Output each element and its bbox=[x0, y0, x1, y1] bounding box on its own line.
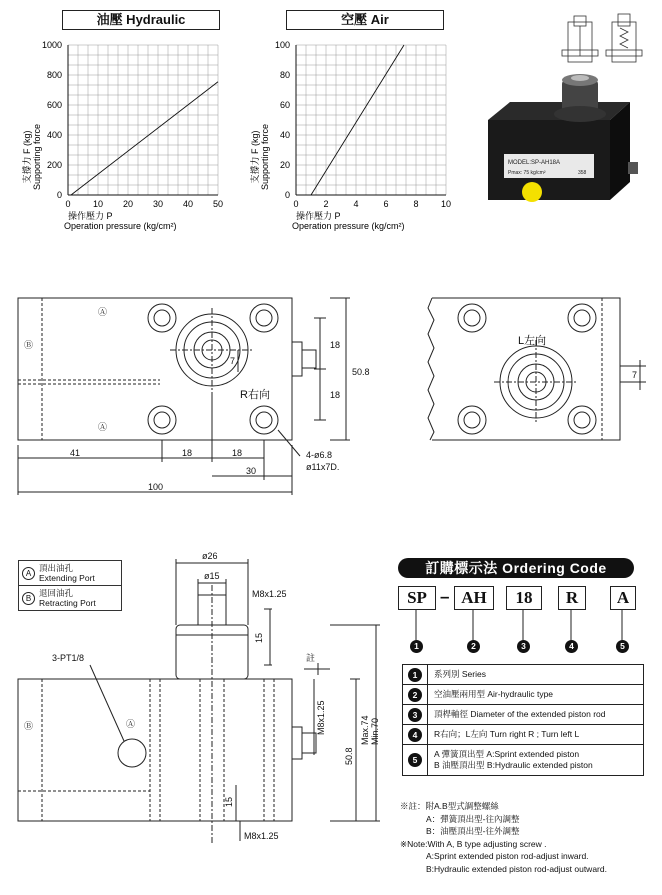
dim-d15: ø15 bbox=[204, 571, 220, 581]
series-line bbox=[71, 82, 218, 195]
y-tick-label: 600 bbox=[46, 100, 62, 110]
notes bbox=[400, 800, 660, 875]
dim-18b: 18 bbox=[232, 448, 243, 458]
y-axis-label: 支撐力 F (kg) bbox=[22, 130, 32, 184]
note-5: B:Hydraulic extended piston rod-adjust outward. bbox=[426, 863, 607, 874]
dim-18-lower: 18 bbox=[330, 390, 341, 400]
x-tick-label: 30 bbox=[152, 199, 164, 209]
row-num-5: 5 bbox=[408, 753, 422, 767]
ordering-code-title: 訂購標示法 Ordering Code bbox=[398, 558, 634, 578]
x-axis-label-en: Operation pressure (kg/cm²) bbox=[292, 221, 405, 231]
dim-15-vertical: 15 bbox=[254, 632, 264, 643]
photo-label-code: 358 bbox=[578, 170, 587, 176]
row-text-5b: B 油壓頂出型 B:Hydraulic extended piston bbox=[434, 760, 593, 770]
dim-50-8: 50.8 bbox=[352, 367, 370, 377]
legend-zh-a: 頂出油孔 bbox=[39, 563, 74, 573]
dim-50-8-side: 50.8 bbox=[344, 747, 354, 765]
thread-right: M8x1.25 bbox=[316, 700, 326, 735]
dim-18-upper: 18 bbox=[330, 340, 341, 350]
x-tick-label: 0 bbox=[293, 199, 299, 209]
legend-en-a: Extending Port bbox=[39, 573, 95, 583]
y-tick-label: 0 bbox=[56, 190, 62, 200]
ordering-row-5 bbox=[403, 744, 643, 775]
side-mark-a: Ⓐ bbox=[126, 719, 136, 729]
row-text-2: 空油壓兩用型 Air-hydraulic type bbox=[434, 689, 554, 699]
y-axis-label-en: Supporting force bbox=[260, 123, 270, 191]
row-text-5a: A 彈簧頂出型 A:Sprint extended piston bbox=[434, 749, 580, 759]
legend-en-b: Retracting Port bbox=[39, 598, 96, 608]
row-num-4: 4 bbox=[408, 728, 422, 742]
grid bbox=[296, 45, 446, 195]
x-tick-label: 50 bbox=[212, 199, 224, 209]
top-view-drawing bbox=[0, 280, 662, 520]
code-direction: R bbox=[558, 586, 586, 610]
code-num-1: 1 bbox=[410, 640, 423, 653]
direction-right-label: R右向 bbox=[240, 389, 270, 401]
y-tick-label: 800 bbox=[46, 70, 62, 80]
dim-18a: 18 bbox=[182, 448, 193, 458]
top-mark-a2: Ⓐ bbox=[98, 422, 108, 432]
top-mark-b: Ⓑ bbox=[24, 340, 34, 350]
y-tick-label: 20 bbox=[279, 160, 290, 170]
ordering-row-2 bbox=[403, 684, 643, 704]
legend-zh-b: 退回油孔 bbox=[39, 588, 74, 598]
ordering-row-3 bbox=[403, 704, 643, 724]
port-label: 3-PT1/8 bbox=[52, 653, 85, 663]
x-axis-label-en: Operation pressure (kg/cm²) bbox=[64, 221, 177, 231]
x-tick-label: 8 bbox=[413, 199, 419, 209]
code-num-5: 5 bbox=[616, 640, 629, 653]
dim-41: 41 bbox=[70, 448, 81, 458]
x-tick-label: 6 bbox=[383, 199, 389, 209]
side-view-drawing bbox=[0, 545, 400, 895]
product-photo bbox=[470, 10, 658, 218]
x-tick-label: 4 bbox=[353, 199, 359, 209]
note-2: B：油壓頂出型-往外調整 bbox=[426, 826, 520, 836]
code-num-4: 4 bbox=[565, 640, 578, 653]
y-tick-label: 100 bbox=[274, 40, 290, 50]
row-text-3: 頂桿軸徑 Diameter of the extended piston rod bbox=[434, 709, 606, 719]
note-0: ※註：附A.B型式調整螺絲 bbox=[400, 801, 499, 811]
dim-15-bottom: 15 bbox=[224, 796, 234, 807]
thread-top: M8x1.25 bbox=[252, 589, 287, 599]
chart-title-air: 空壓 Air bbox=[286, 10, 444, 30]
x-tick-label: 10 bbox=[92, 199, 104, 209]
code-type: AH bbox=[454, 586, 494, 610]
dim-7: 7 bbox=[230, 356, 236, 366]
y-tick-label: 0 bbox=[284, 190, 290, 200]
y-tick-label: 40 bbox=[279, 130, 290, 140]
code-num-3: 3 bbox=[517, 640, 530, 653]
holes-label: 4-ø6.8 bbox=[306, 450, 333, 460]
dim-100: 100 bbox=[148, 482, 164, 492]
grid bbox=[68, 45, 218, 195]
ordering-row-1 bbox=[403, 665, 643, 684]
dim-d26: ø26 bbox=[202, 551, 218, 561]
code-dash: – bbox=[440, 587, 450, 606]
x-axis-label: 操作壓力 P bbox=[296, 211, 341, 221]
row-text-4: R右向；L左向 Turn right R ; Turn left L bbox=[434, 729, 580, 739]
y-axis-label: 支撐力 F (kg) bbox=[250, 130, 260, 184]
ordering-row-4 bbox=[403, 724, 643, 744]
y-axis-label-en: Supporting force bbox=[32, 123, 42, 191]
legend-mark-a: A bbox=[22, 567, 35, 580]
dim-30: 30 bbox=[246, 466, 257, 476]
row-num-3: 3 bbox=[408, 708, 422, 722]
x-tick-label: 2 bbox=[323, 199, 329, 209]
dim-min70: Min.70 bbox=[370, 717, 380, 745]
note-4: A:Sprint extended piston rod-adjust inward. bbox=[426, 851, 589, 861]
code-num-2: 2 bbox=[467, 640, 480, 653]
x-tick-label: 10 bbox=[440, 199, 452, 209]
dim-7-right: 7 bbox=[632, 370, 638, 380]
chart-title-hydraulic: 油壓 Hydraulic bbox=[62, 10, 220, 30]
y-tick-label: 80 bbox=[279, 70, 290, 80]
y-tick-label: 1000 bbox=[41, 40, 62, 50]
legend-mark-b: B bbox=[22, 592, 35, 605]
schematic-icons bbox=[562, 14, 642, 62]
hydraulic-chart bbox=[0, 30, 235, 240]
row-num-1: 1 bbox=[408, 668, 422, 682]
code-connectors bbox=[398, 610, 648, 642]
air-chart bbox=[228, 30, 463, 240]
note-1: A：彈簧頂出型-往內調整 bbox=[426, 813, 520, 824]
row-num-2: 2 bbox=[408, 688, 422, 702]
y-tick-label: 200 bbox=[46, 160, 62, 170]
code-diameter: 18 bbox=[506, 586, 542, 610]
series-line bbox=[311, 45, 404, 195]
row-text-1: 系列別 Series bbox=[434, 669, 486, 679]
x-tick-label: 40 bbox=[182, 199, 194, 209]
ordering-code-table bbox=[402, 664, 644, 776]
thread-bottom: M8x1.25 bbox=[244, 831, 279, 841]
direction-left-label: L左向 bbox=[518, 335, 547, 347]
photo-label-model: MODEL:SP-AH18A bbox=[508, 160, 561, 166]
note-3: ※Note:With A, B type adjusting screw . bbox=[400, 838, 547, 849]
counterbore-label: ø11x7D. bbox=[306, 462, 340, 472]
y-tick-label: 60 bbox=[279, 100, 290, 110]
x-axis-label: 操作壓力 P bbox=[68, 211, 113, 221]
x-tick-label: 20 bbox=[122, 199, 134, 209]
code-series: SP bbox=[398, 586, 436, 610]
x-tick-label: 0 bbox=[65, 199, 71, 209]
photo-label-pmax: Pmax: 75 kg/cm² bbox=[508, 170, 546, 176]
side-mark-b: Ⓑ bbox=[24, 721, 34, 731]
y-tick-label: 400 bbox=[46, 130, 62, 140]
top-mark-a1: Ⓐ bbox=[98, 307, 108, 317]
note-zhu: 註 bbox=[306, 653, 316, 663]
dim-max74: Max.74 bbox=[360, 715, 370, 745]
code-extend-type: A bbox=[610, 586, 636, 610]
